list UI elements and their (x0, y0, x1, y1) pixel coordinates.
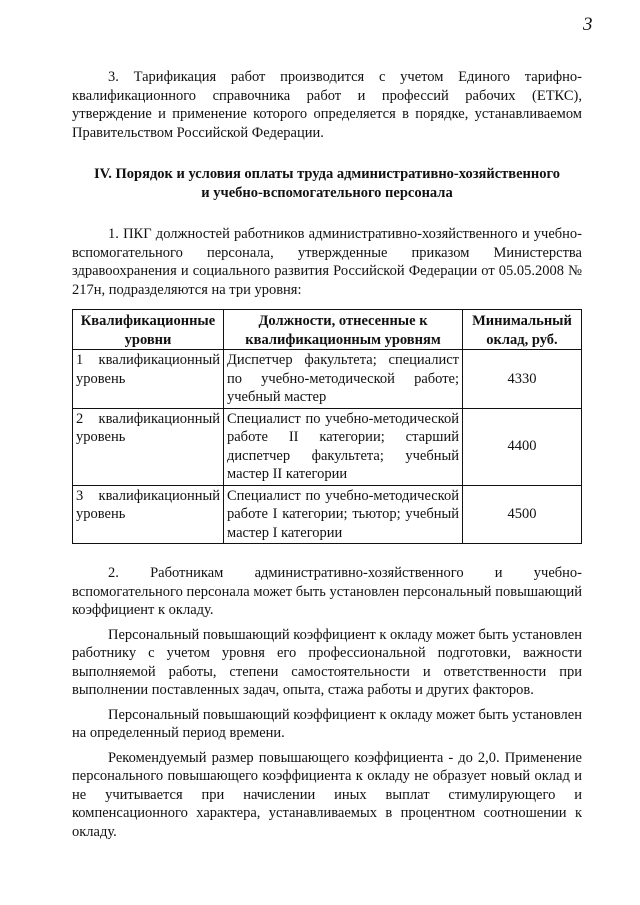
cell-salary: 4330 (463, 350, 582, 409)
paragraph-coefficient-period: Персональный повышающий коэффициент к окладу может быть установлен на определенный период времени. (72, 706, 582, 741)
cell-level: 2 квалификационный уровень (73, 408, 224, 485)
paragraph-coefficient-criteria: Персональный повышающий коэффициент к окладу может быть установлен работнику с учетом уровня его профессиональной подготовки, важности выполняемой работы, степени самостоятельности и ответственности при выполнении поставленных задач, опыта, стажа работы и других факторов. (72, 626, 582, 698)
cell-positions: Специалист по учебно-методической работе I категории; тьютор; учебный мастер I категории (224, 485, 463, 544)
header-levels: Квалификационные уровни (73, 310, 224, 350)
paragraph-pkg-intro: 1. ПКГ должностей работников административно-хозяйственного и учебно-вспомогательного персонала, утвержденные приказом Министерства здравоохранения и социального развития Российской Федерации от 05.05.2008 № 217н, подразделяются на три уровня: (72, 226, 582, 298)
cell-salary: 4400 (463, 408, 582, 485)
paragraph-coefficient-size: Рекомендуемый размер повышающего коэффициента - до 2,0. Применение персонального повышающего коэффициента к окладу не образует новый оклад и не учитывается при начислении иных выплат стимулирующего и компенсационного характера, устанавливаемых в процентном соотношении к окладу. (72, 749, 582, 840)
cell-level: 3 квалификационный уровень (73, 485, 224, 544)
section-heading-line-1: IV. Порядок и условия оплаты труда административно-хозяйственного (94, 166, 560, 182)
table-header-row (73, 310, 582, 350)
table-row (73, 408, 582, 485)
section-heading (72, 165, 582, 202)
section-heading-line-2: и учебно-вспомогательного персонала (201, 184, 453, 201)
cell-salary: 4500 (463, 485, 582, 544)
header-positions: Должности, отнесенные к квалификационным уровням (224, 310, 463, 350)
paragraph-personal-coefficient: 2. Работникам административно-хозяйственного и учебно-вспомогательного персонала может быть установлен персональный повышающий коэффициент к окладу. (72, 565, 582, 618)
cell-positions: Диспетчер факультета; специалист по учебно-методической работе; учебный мастер (224, 350, 463, 409)
header-salary: Минимальный оклад, руб. (463, 310, 582, 350)
table-row (73, 485, 582, 544)
document-body (72, 68, 582, 841)
qualification-levels-table (72, 309, 582, 544)
cell-level: 1 квалификационный уровень (73, 350, 224, 409)
page-number: 3 (583, 14, 593, 35)
cell-positions: Специалист по учебно-методической работе II категории; старший диспетчер факультета; учебный мастер II категории (224, 408, 463, 485)
paragraph-tariffication: 3. Тарификация работ производится с учетом Единого тарифно-квалификационного справочника работ и профессий рабочих (ЕТКС), утверждение и применение которого определяется в порядке, устанавливаемом Правительством Российской Федерации. (72, 69, 582, 141)
table-row (73, 350, 582, 409)
